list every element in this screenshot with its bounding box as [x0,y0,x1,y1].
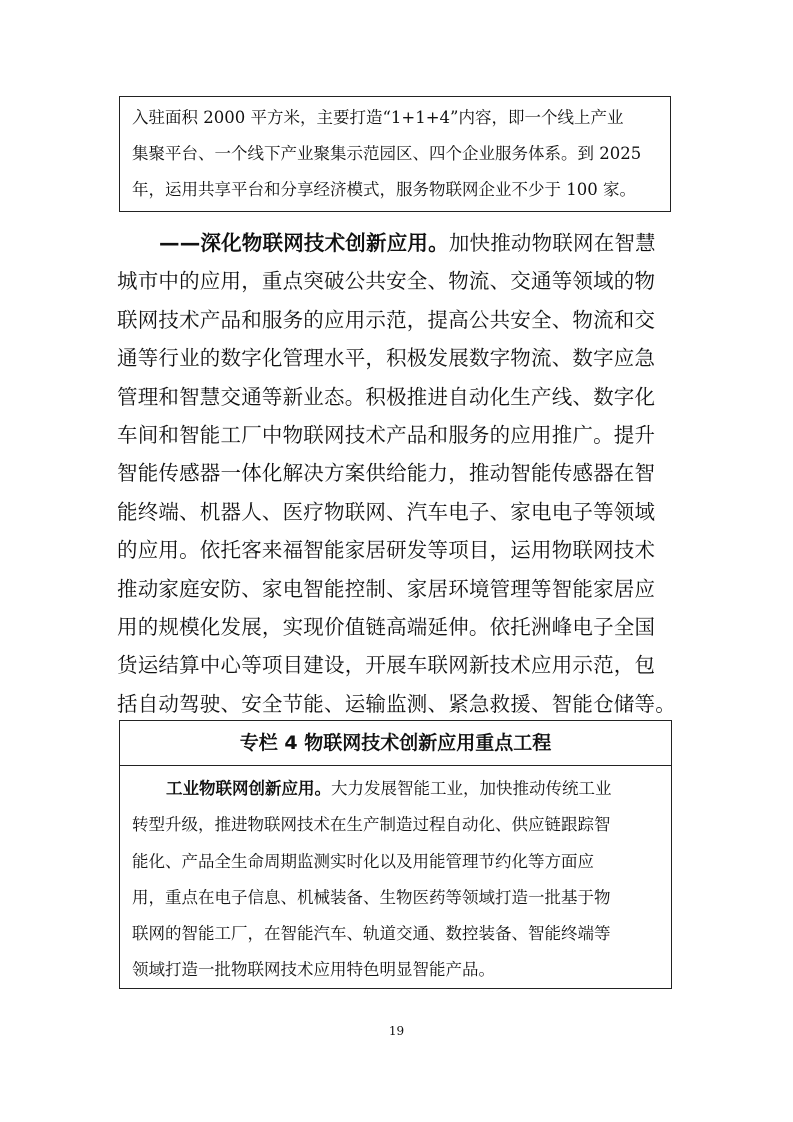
paragraph-line: 通等行业的数字化管理水平，积极发展数字物流、数字应急 [117,346,656,371]
paragraph-line: 城市中的应用，重点突破公共安全、物流、交通等领域的物 [117,269,656,294]
paragraph-first-line [117,224,677,262]
column-box-title: 专栏 4 物联网技术创新应用重点工程 [120,721,671,766]
paragraph-line: 用的规模化发展，实现价值链高端延伸。依托洲峰电子全国 [117,614,656,639]
box-line: 领域打造一批物联网技术应用特色明显智能产品。 [132,960,495,980]
paragraph-line: 车间和智能工厂中物联网技术产品和服务的应用推广。提升 [117,422,656,447]
box-line: 联网的智能工厂，在智能汽车、轨道交通、数控装备、智能终端等 [132,924,611,944]
paragraph-line: 推动家庭安防、家电智能控制、家居环境管理等智能家居应 [117,576,656,601]
paragraph-line: 能终端、机器人、医疗物联网、汽车电子、家电电子等领域 [117,499,656,524]
paragraph-line: 货运结算中心等项目建设，开展车联网新技术应用示范，包 [117,653,656,678]
box-text: 大力发展智能工业，加快推动传统工业 [331,779,612,798]
page-number: 19 [388,1024,405,1038]
box-line: 入驻面积 2000 平方米，主要打造“1+1+4”内容，即一个线上产业 [132,108,624,127]
box-line: 用，重点在电子信息、机械装备、生物医药等领域打造一批基于物 [132,887,611,907]
box-line: 集聚平台、一个线下产业聚集示范园区、四个企业服务体系。到 2025 [132,144,642,163]
section-heading: ——深化物联网技术创新应用。 [159,231,449,255]
column-box-content [120,766,671,989]
continued-box [119,96,671,212]
paragraph-line: 的应用。依托客来福智能家居研发等项目，运用物联网技术 [117,538,656,563]
box-line: 转型升级，推进物联网技术在生产制造过程自动化、供应链跟踪智 [132,815,611,835]
box-line: 年，运用共享平台和分享经济模式，服务物联网企业不少于 100 家。 [132,180,636,199]
paragraph-line: 智能传感器一体化解决方案供给能力，推动智能传感器在智 [117,461,656,486]
box-line: 能化、产品全生命周期监测实时化以及用能管理节约化等方面应 [132,851,594,871]
column-box [119,720,672,989]
box-first-line [132,771,663,807]
section-paragraph [117,224,677,723]
paragraph-text: 加快推动物联网在智慧 [448,231,656,255]
paragraph-line: 括自动驾驶、安全节能、运输监测、紧急救援、智能仓储等。 [117,691,676,716]
paragraph-line: 联网技术产品和服务的应用示范，提高公共安全、物流和交 [117,307,656,332]
box-heading: 工业物联网创新应用。 [166,779,331,798]
paragraph-line: 管理和智慧交通等新业态。积极推进自动化生产线、数字化 [117,384,656,409]
